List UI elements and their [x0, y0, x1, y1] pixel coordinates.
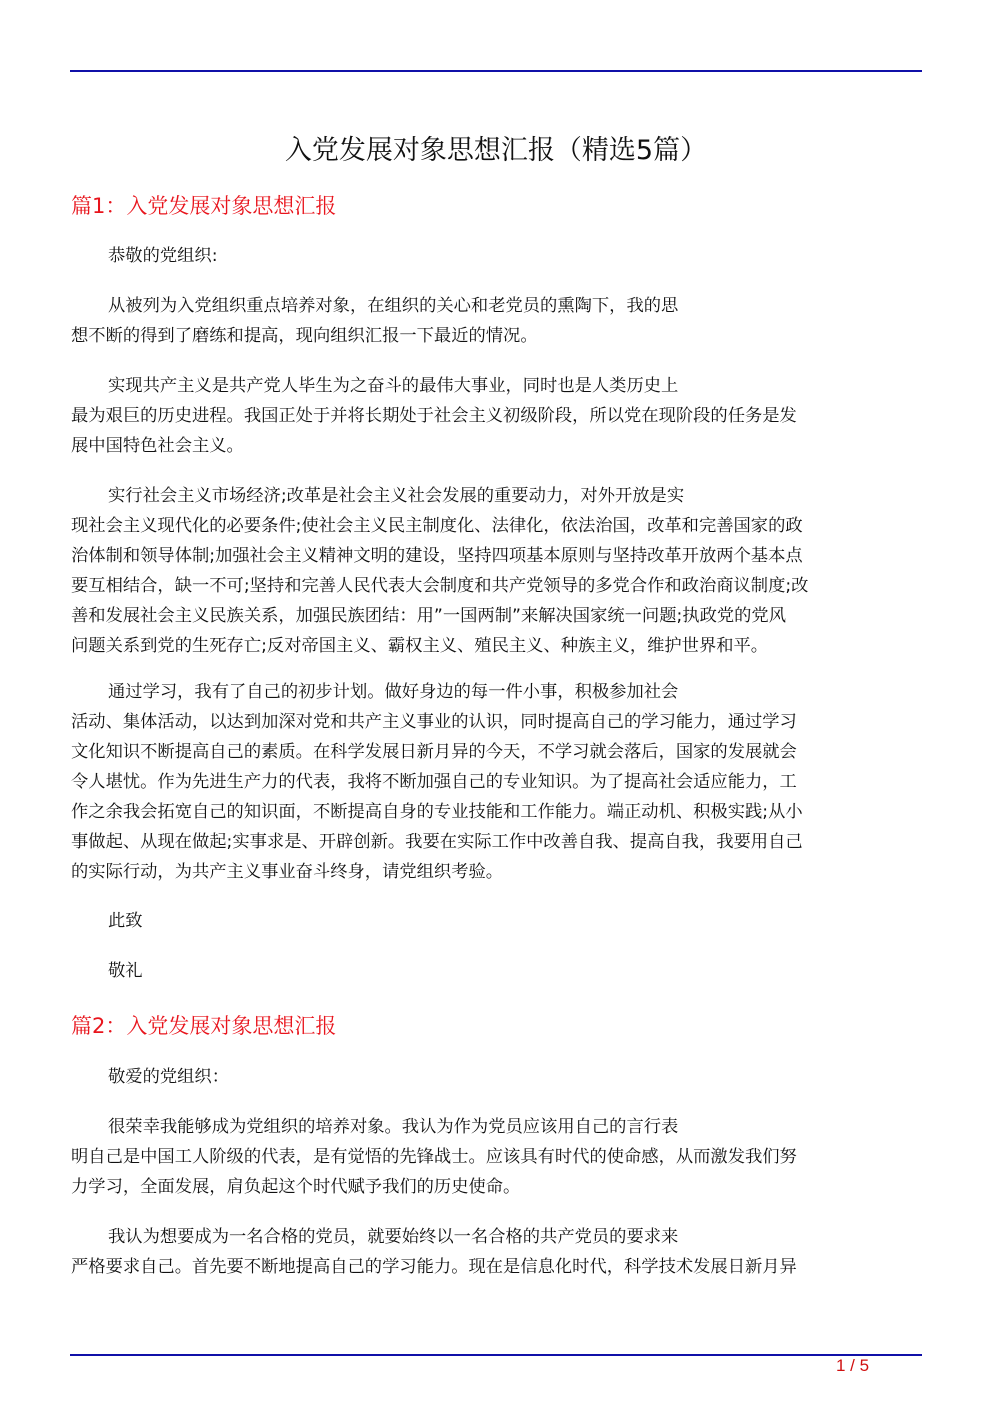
document-title: 入党发展对象思想汇报（精选5篇）: [284, 135, 708, 166]
paragraph-line: 力学习，全面发展，肩负起这个时代赋予我们的历史使命。: [71, 1177, 521, 1197]
footer-rule: [70, 1354, 922, 1356]
paragraph: [71, 1222, 931, 1282]
paragraph: [71, 371, 931, 461]
paragraph-line: 敬礼: [108, 961, 143, 981]
paragraph: [71, 291, 931, 351]
paragraph-line: 善和发展社会主义民族关系，加强民族团结：用”一国两制”来解决国家统一问题;执政党的党风: [71, 606, 786, 626]
paragraph-line: 我认为想要成为一名合格的党员，就要始终以一名合格的共产党员的要求来: [108, 1227, 679, 1247]
paragraph-line: 严格要求自己。首先要不断地提高自己的学习能力。现在是信息化时代，科学技术发展日新月异: [71, 1257, 797, 1277]
paragraph-line: 明自己是中国工人阶级的代表，是有觉悟的先锋战士。应该具有时代的使命感，从而激发我们努: [71, 1147, 797, 1167]
paragraph-line: 此致: [108, 911, 143, 931]
paragraph-line: 治体制和领导体制;加强社会主义精神文明的建设，坚持四项基本原则与坚持改革开放两个基本点: [71, 546, 803, 566]
paragraph: [71, 481, 931, 661]
paragraph-line: 现社会主义现代化的必要条件;使社会主义民主制度化、法律化，依法治国，改革和完善国家的政: [71, 516, 803, 536]
paragraph-line: 文化知识不断提高自己的素质。在科学发展日新月异的今天，不学习就会落后，国家的发展就会: [71, 742, 797, 762]
paragraph-line: 的实际行动，为共产主义事业奋斗终身，请党组织考验。: [71, 862, 504, 882]
salutation: [71, 241, 931, 271]
paragraph-line: 恭敬的党组织:: [108, 246, 218, 266]
paragraph-line: 要互相结合，缺一不可;坚持和完善人民代表大会制度和共产党领导的多党合作和政治商议制度;改: [71, 576, 809, 596]
paragraph-line: 事做起、从现在做起;实事求是、开辟创新。我要在实际工作中改善自我、提高自我，我要用自己: [71, 832, 803, 852]
paragraph: [71, 1112, 931, 1202]
page-number: 1 / 5: [836, 1356, 870, 1375]
paragraph-line: 通过学习，我有了自己的初步计划。做好身边的每一件小事，积极参加社会: [108, 682, 679, 702]
paragraph-line: 展中国特色社会主义。: [71, 436, 244, 456]
paragraph-line: 很荣幸我能够成为党组织的培养对象。我认为作为党员应该用自己的言行表: [108, 1117, 679, 1137]
paragraph: [71, 677, 931, 887]
paragraph-line: 敬爱的党组织：: [108, 1067, 229, 1087]
paragraph-line: 令人堪忧。作为先进生产力的代表，我将不断加强自己的专业知识。为了提高社会适应能力，工: [71, 772, 797, 792]
paragraph-line: 从被列为入党组织重点培养对象，在组织的关心和老党员的熏陶下，我的思: [108, 296, 679, 316]
closing-line: [71, 906, 931, 936]
salutation: [71, 1062, 931, 1092]
paragraph-line: 活动、集体活动，以达到加深对党和共产主义事业的认识，同时提高自己的学习能力，通过学习: [71, 712, 797, 732]
paragraph-line: 实现共产主义是共产党人毕生为之奋斗的最伟大事业，同时也是人类历史上: [108, 376, 679, 396]
paragraph-line: 想不断的得到了磨练和提高，现向组织汇报一下最近的情况。: [71, 326, 538, 346]
paragraph-line: 最为艰巨的历史进程。我国正处于并将长期处于社会主义初级阶段，所以党在现阶段的任务是发: [71, 406, 797, 426]
paragraph-line: 问题关系到党的生死存亡;反对帝国主义、霸权主义、殖民主义、种族主义，维护世界和平。: [71, 636, 769, 656]
section-heading-2: 篇2：入党发展对象思想汇报: [71, 1014, 337, 1038]
paragraph-line: 实行社会主义市场经济;改革是社会主义社会发展的重要动力，对外开放是实: [108, 486, 685, 506]
header-rule: [70, 70, 922, 72]
paragraph-line: 作之余我会拓宽自己的知识面，不断提高自身的专业技能和工作能力。端正动机、积极实践;从小: [71, 802, 803, 822]
section-heading-1: 篇1：入党发展对象思想汇报: [71, 194, 337, 218]
closing-line: [71, 956, 931, 986]
